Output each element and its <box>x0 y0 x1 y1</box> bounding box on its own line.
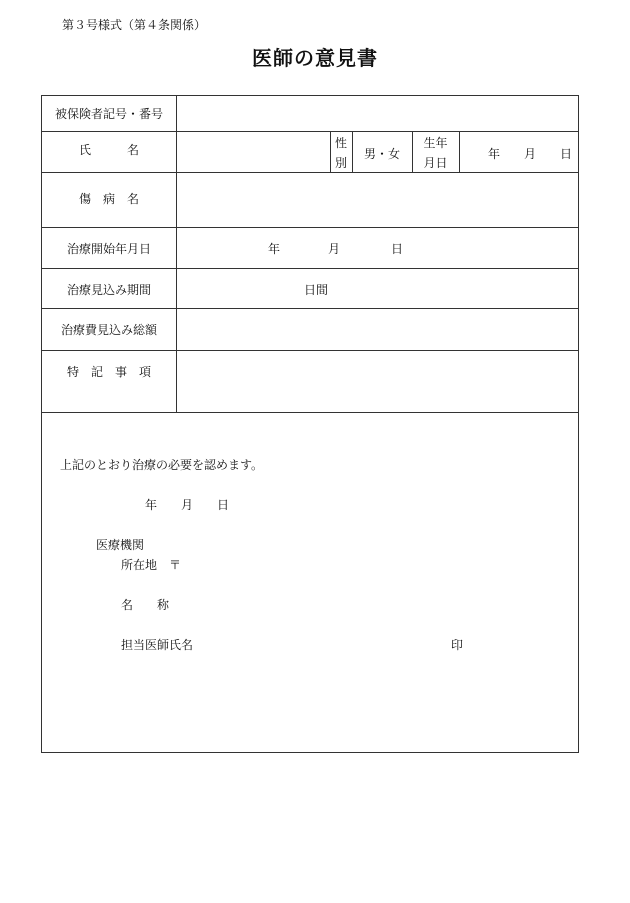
opinion-form <box>41 95 579 753</box>
birth-date-placeholder: 年 月 日 <box>487 147 572 161</box>
treatment-start-month: 月 <box>328 242 341 256</box>
row-divider <box>42 412 578 413</box>
row-divider <box>42 308 578 309</box>
expected-cost-label: 治療費見込み総額 <box>60 323 157 337</box>
institution-name-label: 名 称 <box>121 598 170 612</box>
column-divider <box>176 96 177 412</box>
birth-label-line1: 生年 <box>423 136 448 150</box>
sex-label-line2: 別 <box>334 156 347 170</box>
row-divider <box>42 172 578 173</box>
treatment-start-day: 日 <box>391 242 404 256</box>
seal-mark: 印 <box>451 638 464 652</box>
sex-options: 男・女 <box>363 147 400 161</box>
remarks-label: 特 記 事 項 <box>66 365 151 379</box>
insured-number-label: 被保険者記号・番号 <box>54 107 163 121</box>
expected-period-label: 治療見込み期間 <box>66 283 151 297</box>
doctor-name-label: 担当医師氏名 <box>121 638 194 652</box>
row-divider <box>42 227 578 228</box>
row-divider <box>42 131 578 132</box>
expected-period-unit: 日間 <box>304 283 329 297</box>
row-divider <box>42 350 578 351</box>
treatment-start-label: 治療開始年月日 <box>66 242 151 256</box>
row-divider <box>42 268 578 269</box>
sex-label-line1: 性 <box>334 136 347 150</box>
name-label: 氏 名 <box>78 143 139 157</box>
form-number: 第３号様式（第４条関係） <box>62 18 207 32</box>
birth-label-line2: 月日 <box>423 156 448 170</box>
declaration-date: 年 月 日 <box>145 498 230 512</box>
page-title: 医師の意見書 <box>252 46 378 70</box>
treatment-start-year: 年 <box>268 242 281 256</box>
injury-label: 傷 病 名 <box>78 192 139 206</box>
address-label: 所在地 〒 <box>121 558 182 572</box>
institution-label: 医療機関 <box>96 538 145 552</box>
declaration-statement: 上記のとおり治療の必要を認めます。 <box>60 458 264 472</box>
